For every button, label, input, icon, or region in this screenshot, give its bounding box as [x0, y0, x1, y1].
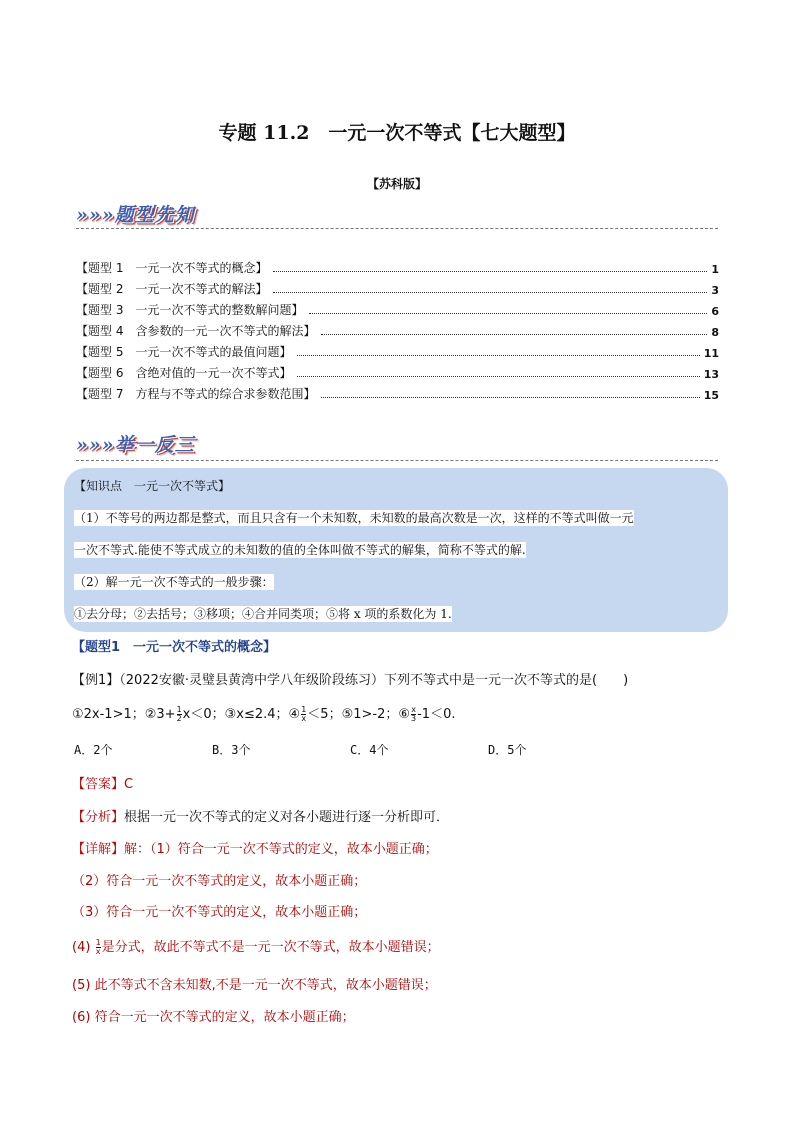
- analysis-text: 根据一元一次不等式的定义对各小题进行逐一分析即可．: [124, 810, 450, 825]
- item-text: ①2x-1>1；②3+: [72, 707, 176, 722]
- toc-item-page: 8: [711, 326, 719, 339]
- toc-item[interactable]: [76, 258, 719, 276]
- item-text: -1＜0.: [417, 707, 456, 722]
- toc-item-label: 【题型 1 一元一次不等式的概念】: [76, 261, 268, 275]
- banner-preview: »»»题型先知: [76, 204, 195, 226]
- example-question: [72, 669, 628, 688]
- document-title: 专题 11.2 一元一次不等式【七大题型】: [218, 122, 576, 144]
- detail-text: 解：（1）符合一元一次不等式的定义，故本小题正确；: [124, 842, 438, 857]
- item-text: x＜0；③x≤2.4；④: [182, 707, 301, 722]
- toc-item-page: 1: [711, 263, 719, 276]
- detail-item-2: （2）符合一元一次不等式的定义，故本小题正确；: [72, 874, 367, 889]
- toc-item-page: 11: [703, 347, 719, 360]
- detail-label: 【详解】: [72, 842, 125, 857]
- item-number: (6): [72, 1010, 91, 1025]
- toc-leader-dots: [273, 271, 707, 272]
- toc-item-label: 【题型 6 含绝对值的一元一次不等式】: [76, 366, 292, 380]
- fraction: $\frac{1}{x}$: [301, 705, 307, 723]
- toc-item-page: 13: [703, 368, 719, 381]
- toc-item[interactable]: [76, 384, 719, 402]
- answer-label: 【答案】: [72, 777, 125, 792]
- example-label: 【例1】: [72, 673, 120, 688]
- knowledge-paragraph-1b: 一次不等式.能使不等式成立的未知数的值的全体叫做不等式的解集，简称不等式的解.: [74, 543, 526, 557]
- toc-item[interactable]: [76, 363, 719, 381]
- detail-item-6: [72, 1006, 355, 1025]
- fraction: $\frac{x}{3}$: [411, 705, 417, 723]
- analysis-label: 【分析】: [72, 810, 125, 825]
- section-title: 【题型1 一元一次不等式的概念】: [72, 640, 277, 655]
- divider: [76, 460, 718, 461]
- toc-item[interactable]: [76, 321, 719, 339]
- knowledge-heading: 【知识点 一元一次不等式】: [74, 479, 231, 493]
- option-b: B．3个: [212, 743, 251, 757]
- knowledge-paragraph-3: ①去分母；②去括号；③移项；④合并同类项；⑤将 x 项的系数化为 1.: [74, 607, 452, 621]
- fraction: $\frac{1}{2}$: [176, 705, 182, 723]
- detail-item-5: [72, 974, 437, 993]
- option-c: C．4个: [350, 743, 389, 757]
- item-text: 此不等式不含未知数,不是一元一次不等式，故本小题错误；: [94, 978, 437, 993]
- detail-item-3: （3）符合一元一次不等式的定义，故本小题正确；: [72, 905, 367, 920]
- toc-item[interactable]: [76, 279, 719, 297]
- toc-item[interactable]: [76, 342, 719, 360]
- knowledge-paragraph-2: （2）解一元一次不等式的一般步骤：: [74, 575, 274, 589]
- toc-leader-dots: [297, 355, 699, 356]
- toc-item-page: 6: [711, 305, 719, 318]
- toc-item[interactable]: [76, 300, 719, 318]
- knowledge-paragraph-1a: （1）不等号的两边都是整式，而且只含有一个未知数，未知数的最高次数是一次，这样的不等式叫做一元: [74, 511, 634, 525]
- edition-label: 【苏科版】: [366, 177, 427, 191]
- toc-leader-dots: [297, 376, 699, 377]
- answer-value: C: [124, 777, 134, 792]
- toc-leader-dots: [321, 397, 699, 398]
- toc-leader-dots: [321, 334, 707, 335]
- option-a: A．2个: [74, 743, 113, 757]
- fraction: $\frac{1}{x}$: [95, 938, 101, 956]
- item-number: (5): [72, 978, 91, 993]
- toc-item-page: 15: [703, 389, 719, 402]
- detail-item-4: [72, 936, 440, 956]
- item-text: 是分式，故此不等式不是一元一次不等式，故本小题错误；: [101, 940, 440, 955]
- banner-examples: »»»举一反三: [76, 434, 195, 456]
- toc-leader-dots: [309, 313, 707, 314]
- example-items: [72, 703, 455, 723]
- toc-item-label: 【题型 3 一元一次不等式的整数解问题】: [76, 303, 304, 317]
- answer-line: [72, 773, 133, 792]
- toc-item-label: 【题型 2 一元一次不等式的解法】: [76, 282, 268, 296]
- item-number: (4): [72, 940, 91, 955]
- divider: [76, 228, 718, 229]
- option-d: D．5个: [488, 743, 527, 757]
- analysis-line: [72, 806, 449, 825]
- toc-leader-dots: [273, 292, 707, 293]
- item-text: ＜5；⑤1>-2；⑥: [307, 707, 411, 722]
- toc-item-page: 3: [711, 284, 719, 297]
- example-source: （2022安徽·灵璧县黄湾中学八年级阶段练习）下列不等式中是一元一次不等式的是( ): [119, 673, 629, 688]
- toc-item-label: 【题型 7 方程与不等式的综合求参数范围】: [76, 387, 316, 401]
- detail-line: [72, 838, 438, 857]
- item-text: 符合一元一次不等式的定义，故本小题正确；: [94, 1010, 355, 1025]
- toc-item-label: 【题型 5 一元一次不等式的最值问题】: [76, 345, 292, 359]
- toc-item-label: 【题型 4 含参数的一元一次不等式的解法】: [76, 324, 316, 338]
